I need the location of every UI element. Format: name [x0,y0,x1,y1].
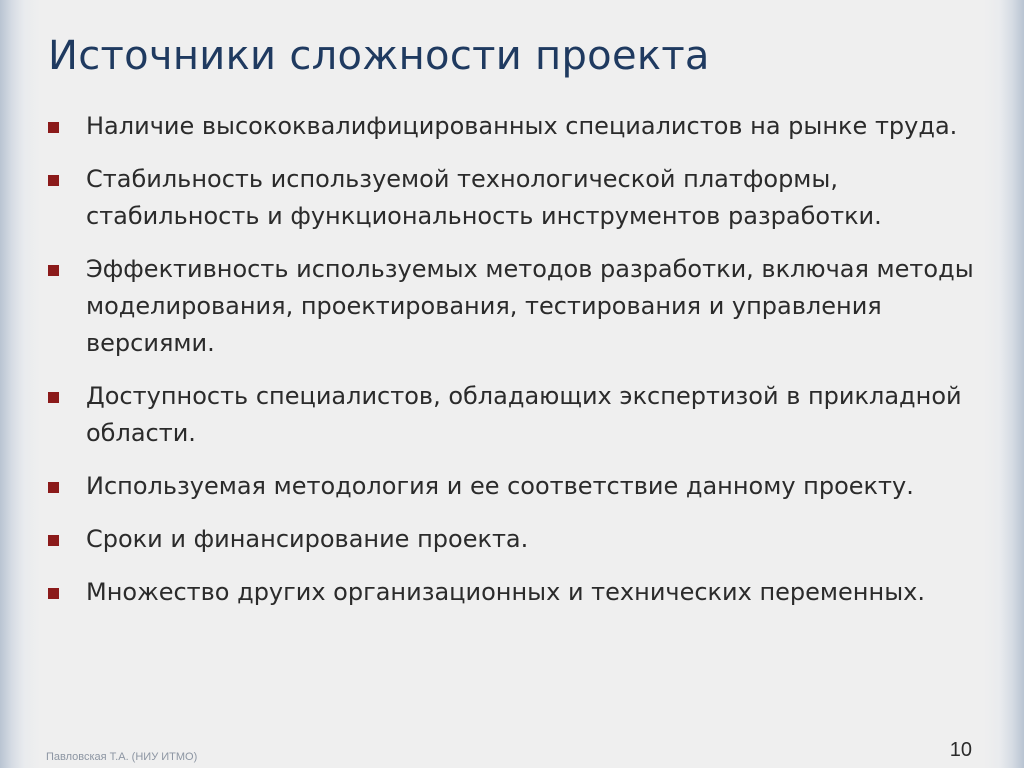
square-bullet-icon [48,588,59,599]
bullet-text: Множество других организационных и технических переменных. [86,578,925,606]
bullet-item [44,468,1004,505]
bullet-item [44,251,1004,362]
bullet-item [44,521,1004,558]
page-number: 10 [949,739,972,761]
footer-author: Павловская Т.А. (НИУ ИТМО) [46,751,198,763]
bullet-text: Используемая методология и ее соответствие данному проекту. [86,472,914,500]
bullet-list [44,108,1004,627]
bullet-text: Эффективность используемых методов разработки, включая методы моделирования, проектирования, тестирования и управления версиями. [86,255,974,357]
square-bullet-icon [48,265,59,276]
square-bullet-icon [48,535,59,546]
square-bullet-icon [48,175,59,186]
bullet-text: Наличие высококвалифицированных специалистов на рынке труда. [86,112,958,140]
square-bullet-icon [48,392,59,403]
bullet-text: Доступность специалистов, обладающих экспертизой в прикладной области. [86,382,962,447]
square-bullet-icon [48,122,59,133]
bullet-item [44,574,1004,611]
bullet-item [44,108,1004,145]
bullet-text: Сроки и финансирование проекта. [86,525,529,553]
bullet-text: Стабильность используемой технологической платформы, стабильность и функциональность инструментов разработки. [86,165,882,230]
bullet-item [44,378,1004,452]
bullet-item [44,161,1004,235]
square-bullet-icon [48,482,59,493]
slide-title: Источники сложности проекта [48,33,710,79]
